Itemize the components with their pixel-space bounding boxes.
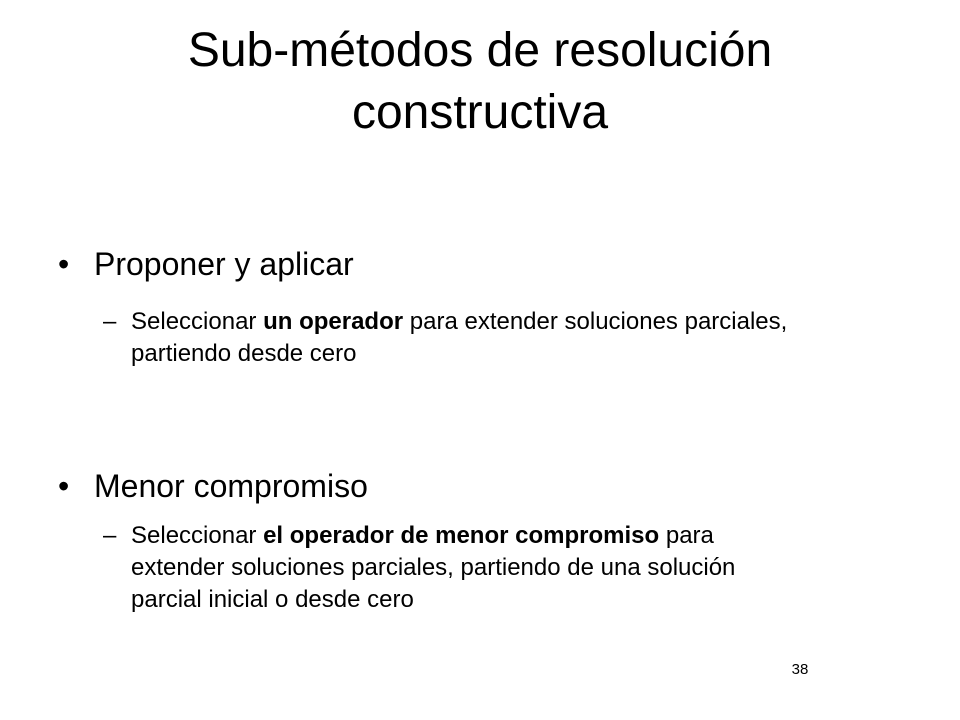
sub-text-bold: el operador de menor compromiso [263, 522, 660, 549]
sub-text-after: para extender soluciones parciales, partiendo de una solución parcial inicial o desde cero [131, 522, 736, 613]
sub-text [131, 306, 811, 370]
page-number: 38 [791, 661, 809, 678]
sub-text-after: para extender soluciones parciales, partiendo desde cero [131, 308, 788, 367]
sub-item-proponer [103, 306, 811, 370]
bullet-marker: • [58, 246, 70, 282]
bullet-item-menor [58, 466, 368, 506]
bullet-marker: • [58, 468, 70, 504]
sub-item-menor [103, 520, 811, 616]
sub-marker: – [103, 308, 117, 335]
slide-title: Sub-métodos de resolución constructiva [187, 24, 773, 139]
sub-text-before: Seleccionar [131, 522, 264, 549]
sub-text-bold: un operador [263, 308, 404, 335]
bullet-label: Proponer y aplicar [94, 246, 354, 282]
sub-text [131, 520, 811, 616]
bullet-item-proponer [58, 244, 354, 284]
bullet-label: Menor compromiso [94, 468, 368, 504]
sub-marker: – [103, 522, 117, 549]
sub-text-before: Seleccionar [131, 308, 264, 335]
